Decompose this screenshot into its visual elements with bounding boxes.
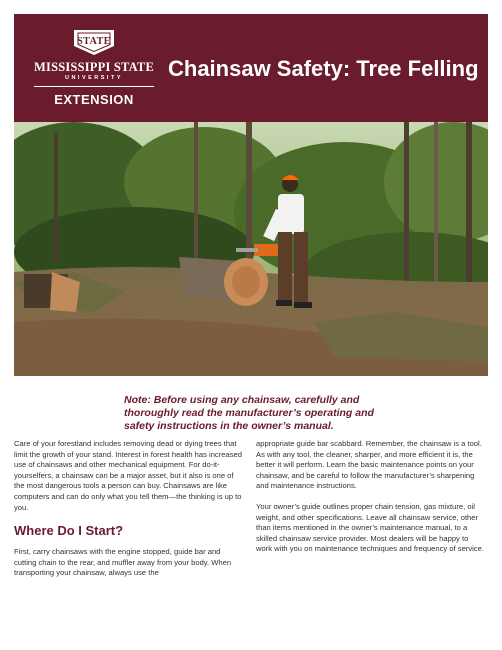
tree-felling-photo (14, 122, 488, 376)
logo-university-sub: UNIVERSITY (64, 75, 123, 81)
maintenance-paragraph: appropriate guide bar scabbard. Remember, the chainsaw is a tool. As with any tool, the cleaner, sharper, and more efficient it is, the better it will perform. Learn the basic maintenance points on your chainsaw, and be careful to follow the manufacturer’s sharpening and maintenance instructions. (256, 439, 482, 491)
logo-university-name: MISSISSIPPI STATE (34, 60, 154, 74)
page-title: Chainsaw Safety: Tree Felling (168, 56, 479, 81)
logo-divider (34, 86, 154, 87)
hero-photo (14, 122, 488, 376)
msu-extension-logo (34, 28, 154, 114)
header-banner (14, 14, 488, 122)
owners-guide-paragraph: Your owner’s guide outlines proper chain tension, gas mixture, oil weight, and other specifications. Leave all chainsaw service, other than items mentioned in the owner’s maintenance manual, to a skilled chainsaw service provider. Most dealers will be happy to work with you on maintenance techniques and frequency of service. (256, 501, 484, 554)
intro-paragraph: Care of your forestland includes removing dead or dying trees that limit the growth of your stand. Interest in forest health has increased use of chainsaws and other mechanical equipment. For do-it-yourselfers, a chainsaw can be a major asset, but it also is one of the most dangerous tools a person can buy. Chainsaws are like computers and can do only what you tell them—the thinking is up to you. (14, 439, 242, 512)
start-paragraph: First, carry chainsaws with the engine stopped, guide bar and cutting chain to the rear, and muffler away from your body. When transporting your chainsaw, always use the (14, 547, 232, 578)
logo-shield-text: STATE (77, 36, 111, 47)
logo-extension: EXTENSION (54, 92, 134, 107)
right-column (256, 439, 486, 565)
left-column (14, 439, 244, 589)
section-heading-where-do-i-start: Where Do I Start? (14, 523, 124, 539)
safety-note: Note: Before using any chainsaw, carefully and thoroughly read the manufacturer’s operating and safety instructions in the owner’s manual. (124, 394, 374, 432)
